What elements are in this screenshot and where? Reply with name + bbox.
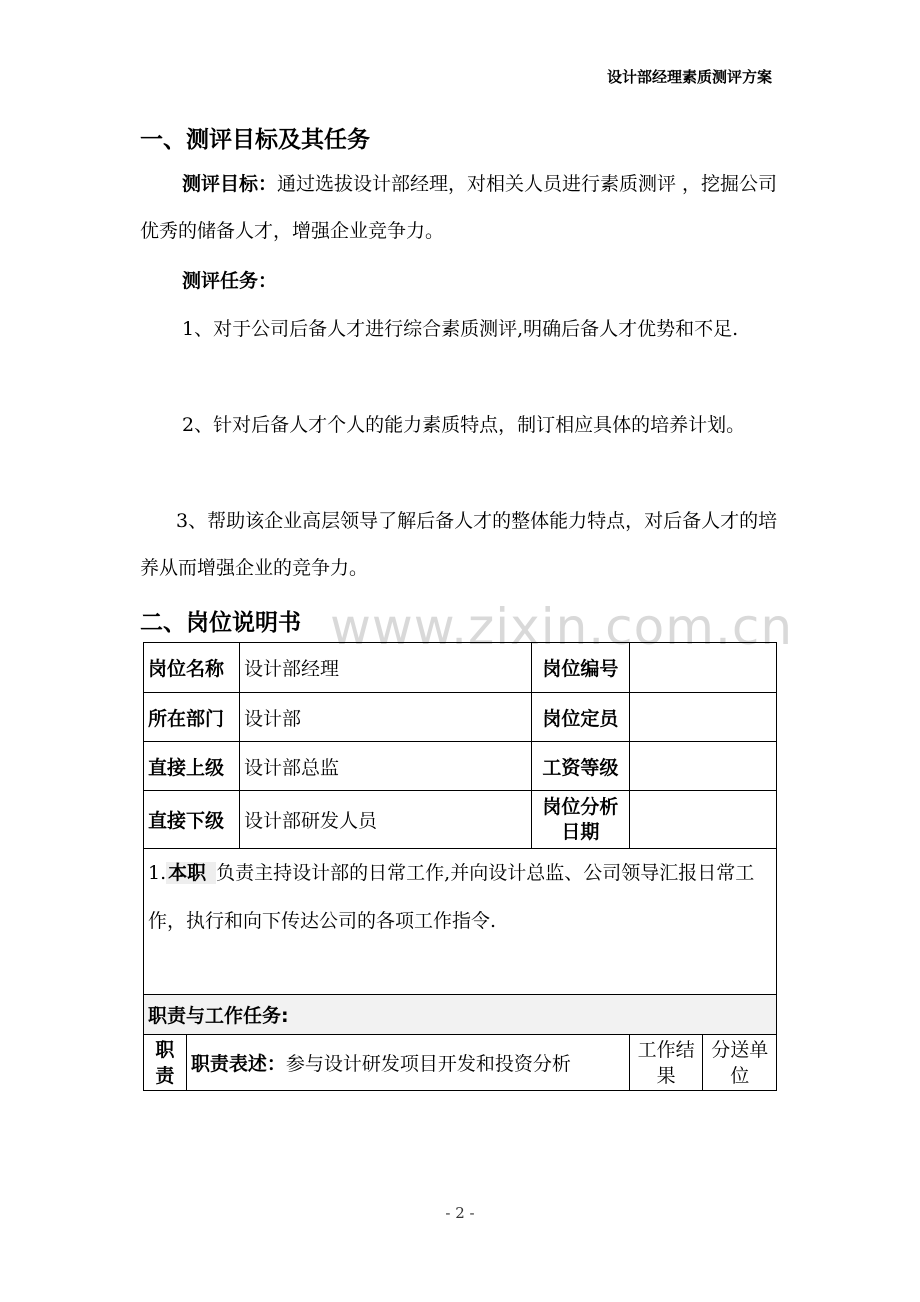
field-label: 所在部门 bbox=[144, 693, 240, 742]
resp-col-label: 职责 bbox=[144, 1035, 187, 1091]
table-row bbox=[144, 849, 777, 995]
field-value bbox=[629, 742, 776, 791]
watermark: www.zixin.com.cn bbox=[330, 598, 794, 656]
task-label: 测评任务： bbox=[182, 270, 278, 292]
resp-desc-text: 参与设计研发项目开发和投资分析 bbox=[285, 1053, 571, 1075]
field-label: 直接下级 bbox=[144, 791, 240, 849]
duty-text: 负责主持设计部的日常工作,并向设计总监、公司领导汇报日常工作，执行和向下传达公司的各项工作指令. bbox=[148, 862, 755, 932]
field-label: 岗位分析日期 bbox=[531, 791, 629, 849]
resp-desc-cell bbox=[186, 1035, 629, 1091]
resp-desc-label: 职责表述： bbox=[190, 1053, 286, 1075]
field-value: 设计部总监 bbox=[239, 742, 531, 791]
field-value: 设计部 bbox=[239, 693, 531, 742]
field-label: 岗位名称 bbox=[144, 643, 240, 693]
task-label-paragraph bbox=[140, 258, 780, 305]
result-label: 工作结果 bbox=[629, 1035, 703, 1091]
table-row bbox=[144, 995, 777, 1035]
table-row bbox=[144, 643, 777, 693]
duty-paragraph bbox=[148, 849, 776, 945]
task-item-1: 1、对于公司后备人才进行综合素质测评,明确后备人才优势和不足. bbox=[182, 318, 739, 340]
field-label: 岗位编号 bbox=[531, 643, 629, 693]
table-row bbox=[144, 742, 777, 791]
page-number: - 2 - bbox=[445, 1204, 475, 1222]
job-description-table bbox=[143, 642, 777, 1091]
task-item-3: 3、帮助该企业高层领导了解后备人才的整体能力特点，对后备人才的培养从而增强企业的竞争力。 bbox=[140, 510, 778, 579]
goal-text: 通过选拔设计部经理，对相关人员进行素质测评 ，挖掘公司优秀的储备人才，增强企业竞争力。 bbox=[140, 173, 778, 242]
duty-cell bbox=[144, 849, 777, 995]
responsibilities-heading: 职责与工作任务: bbox=[144, 995, 777, 1035]
field-label: 直接上级 bbox=[144, 742, 240, 791]
field-value bbox=[629, 643, 776, 693]
table-row bbox=[144, 693, 777, 742]
field-value: 设计部研发人员 bbox=[239, 791, 531, 849]
field-label: 岗位定员 bbox=[531, 693, 629, 742]
goal-paragraph bbox=[140, 161, 780, 255]
task-item-2: 2、针对后备人才个人的能力素质特点，制订相应具体的培养计划。 bbox=[182, 414, 746, 436]
section2-heading: 二、岗位说明书 bbox=[140, 610, 301, 636]
table-row bbox=[144, 1035, 777, 1091]
goal-label: 测评目标： bbox=[182, 173, 278, 195]
field-value bbox=[629, 791, 776, 849]
page-header-title: 设计部经理素质测评方案 bbox=[606, 68, 772, 86]
field-label: 工资等级 bbox=[531, 742, 629, 791]
duty-label: 本职 bbox=[166, 862, 216, 884]
duty-number: 1. bbox=[148, 862, 167, 884]
field-value: 设计部经理 bbox=[239, 643, 531, 693]
section1-heading: 一、测评目标及其任务 bbox=[140, 127, 370, 153]
field-value bbox=[629, 693, 776, 742]
table-row bbox=[144, 791, 777, 849]
dest-label: 分送单位 bbox=[703, 1035, 777, 1091]
